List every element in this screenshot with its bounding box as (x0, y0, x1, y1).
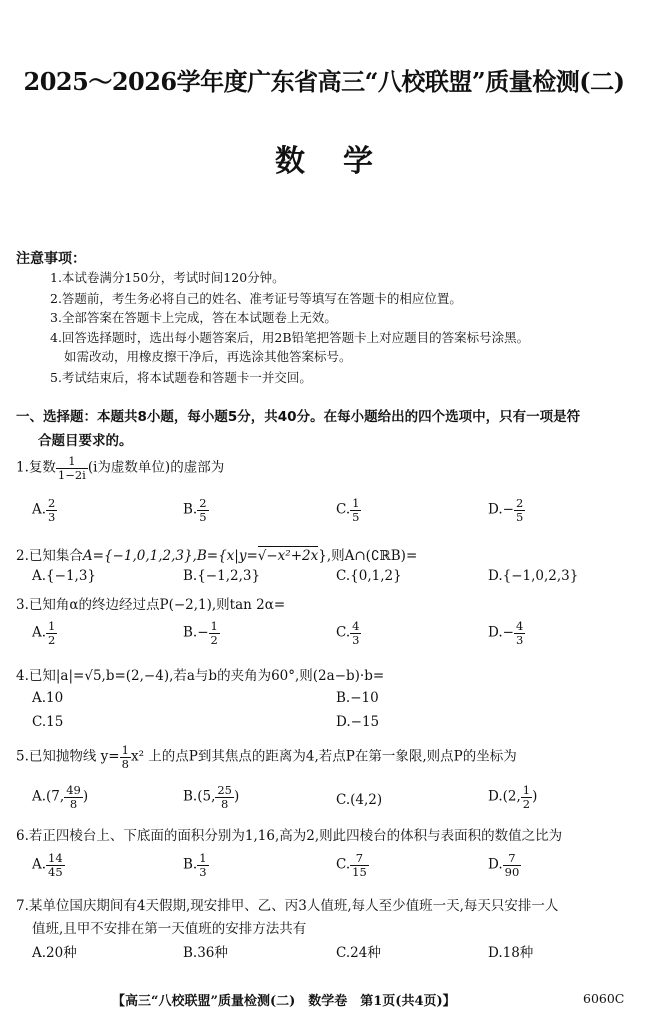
page-title: 2025～2026学年度广东省高三“八校联盟”质量检测(二) (23, 67, 625, 96)
question-1-option-a: A. $\frac{2}{3}$ (32, 496, 56, 524)
question-6-option-a: A. $\frac{14}{45}$ (32, 851, 63, 879)
question-7-option-b: B.36种 (183, 945, 228, 961)
question-7-stem-cont: 值班,且甲不安排在第一天值班的安排方法共有 (32, 921, 307, 937)
question-3-option-c: C. $\frac{4}{3}$ (336, 619, 360, 647)
question-7-option-d: D.18种 (488, 945, 534, 961)
question-6-option-c: C. $\frac{7}{15}$ (336, 851, 367, 879)
notice-title: 注意事项： (16, 251, 86, 267)
question-5-option-b: B.(5, $\frac{25}{8}$ ) (183, 783, 240, 811)
question-3-option-d: D.− $\frac{4}{3}$ (488, 619, 524, 647)
question-5-option-a: A.(7, $\frac{49}{8}$ ) (32, 783, 89, 811)
question-2-option-c: C.{0,1,2} (336, 568, 402, 584)
question-2-option-a: A.{−1,3} (32, 568, 96, 584)
section-heading: 一、选择题：本题共8小题，每小题5分，共40分。在每小题给出的四个选项中，只有一项是符 (16, 409, 581, 425)
notice-item: 如需改动，用橡皮擦干净后，再选涂其他答案标号。 (64, 349, 352, 364)
question-5-stem: 5.已知抛物线 y= $\frac{1}{8}$ x² 上的点P到其焦点的距离为4,若点P在第一象限,则点P的坐标为 (16, 743, 517, 771)
question-4-option-c: C.15 (32, 714, 64, 730)
question-4-stem: 4.已知|a|=√5,b=(2,−4),若a与b的夹角为60°,则(2a−b)·b= (16, 668, 385, 684)
question-2-option-b: B.{−1,2,3} (183, 568, 261, 584)
question-6-stem: 6.若正四棱台上、下底面的面积分别为1,16,高为2,则此四棱台的体积与表面积的数值之比为 (16, 828, 563, 844)
notice-item: 1.本试卷满分150分，考试时间120分钟。 (50, 270, 285, 285)
question-1-option-d: D.− $\frac{2}{5}$ (488, 496, 524, 524)
notice-item: 3.全部答案在答题卡上完成，答在本试题卷上无效。 (50, 310, 337, 325)
question-4-option-a: A.10 (32, 690, 64, 706)
subject-heading: 数学 (275, 144, 411, 179)
question-1-option-c: C. $\frac{1}{5}$ (336, 496, 360, 524)
question-5-option-d: D.(2, $\frac{1}{2}$ ) (488, 783, 538, 811)
question-2-stem: 2.已知集合A={−1,0,1,2,3},B={x|y=√−x²+2x},则A∩(∁ℝB)= (16, 548, 418, 564)
paper-code: 6060C (583, 991, 625, 1006)
section-heading-cont: 合题目要求的。 (38, 433, 133, 449)
question-5-option-c: C.(4,2) (336, 792, 383, 808)
notice-item: 5.考试结束后，将本试题卷和答题卡一并交回。 (50, 370, 312, 385)
question-3-option-a: A. $\frac{1}{2}$ (32, 619, 56, 647)
question-7-option-a: A.20种 (32, 945, 77, 961)
question-6-option-b: B. $\frac{1}{3}$ (183, 851, 207, 879)
question-1-stem: 1.复数 $\frac{1}{1-2i}$ (i为虚数单位)的虚部为 (16, 454, 225, 482)
notice-item: 2.答题前，考生务必将自己的姓名、准考证号等填写在答题卡的相应位置。 (50, 291, 462, 306)
question-1-option-b: B. $\frac{2}{5}$ (183, 496, 207, 524)
notice-item: 4.回答选择题时，选出每小题答案后，用2B铅笔把答题卡上对应题目的答案标号涂黑。 (50, 330, 530, 345)
question-2-option-d: D.{−1,0,2,3} (488, 568, 579, 584)
question-4-option-d: D.−15 (336, 714, 380, 730)
question-6-option-d: D. $\frac{7}{90}$ (488, 851, 520, 879)
question-3-option-b: B.− $\frac{1}{2}$ (183, 619, 218, 647)
question-3-stem: 3.已知角α的终边经过点P(−2,1),则tan 2α= (16, 597, 286, 613)
question-7-stem: 7.某单位国庆期间有4天假期,现安排甲、乙、丙3人值班,每人至少值班一天,每天只安排一人 (16, 898, 559, 914)
page-footer: 【高三“八校联盟”质量检测(二) 数学卷 第1页(共4页)】 (112, 994, 456, 1009)
question-4-option-b: B.−10 (336, 690, 379, 706)
question-7-option-c: C.24种 (336, 945, 381, 961)
